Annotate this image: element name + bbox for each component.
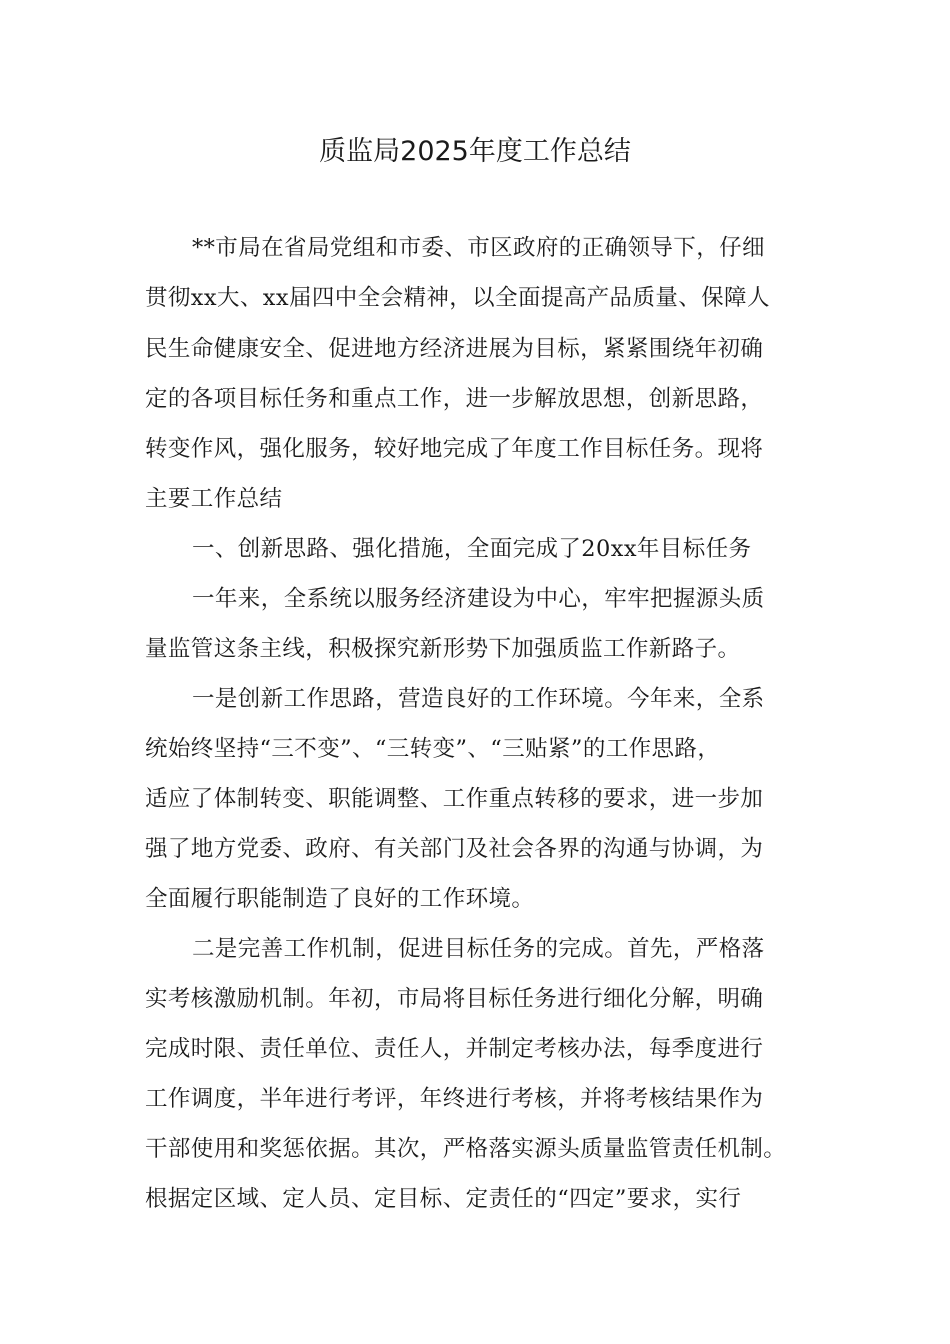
paragraph-line: 工作调度，半年进行考评，年终进行考核，并将考核结果作为 [145,1086,764,1112]
paragraph-line: 二是完善工作机制，促进目标任务的完成。首先，严格落 [192,936,765,962]
paragraph-line: 转变作风，强化服务，较好地完成了年度工作目标任务。现将 [145,436,764,462]
paragraph-line: 一是创新工作思路，营造良好的工作环境。今年来，全系 [192,686,765,712]
paragraph-line: 主要工作总结 [145,486,283,512]
paragraph-line: 完成时限、责任单位、责任人，并制定考核办法，每季度进行 [145,1036,764,1062]
paragraph-line: 根据定区域、定人员、定目标、定责任的“四定”要求，实行 [145,1186,742,1212]
paragraph-line: 干部使用和奖惩依据。其次，严格落实源头质量监管责任机制。 [145,1136,787,1162]
paragraph-line: 量监管这条主线，积极探究新形势下加强质监工作新路子。 [145,636,741,662]
document-title: 质监局2025年度工作总结 [319,136,631,167]
paragraph-line: 民生命健康安全、促进地方经济进展为目标，紧紧围绕年初确 [145,336,764,362]
paragraph-line: 一年来，全系统以服务经济建设为中心，牢牢把握源头质 [192,586,765,612]
paragraph-line: 统始终坚持“三不变”、“三转变”、“三贴紧”的工作思路， [145,736,721,762]
paragraph-line: 全面履行职能制造了良好的工作环境。 [145,886,535,912]
paragraph-line: 定的各项目标任务和重点工作，进一步解放思想，创新思路， [145,386,764,412]
paragraph-line: 强了地方党委、政府、有关部门及社会各界的沟通与协调，为 [145,836,764,862]
paragraph-line: 适应了体制转变、职能调整、工作重点转移的要求，进一步加 [145,786,764,812]
paragraph-line: 贯彻xx大、xx届四中全会精神，以全面提高产品质量、保障人 [145,285,770,311]
paragraph-line: **市局在省局党组和市委、市区政府的正确领导下，仔细 [192,235,765,261]
paragraph-line: 实考核激励机制。年初，市局将目标任务进行细化分解，明确 [145,986,764,1012]
section-heading: 一、创新思路、强化措施，全面完成了20xx年目标任务 [192,536,752,562]
